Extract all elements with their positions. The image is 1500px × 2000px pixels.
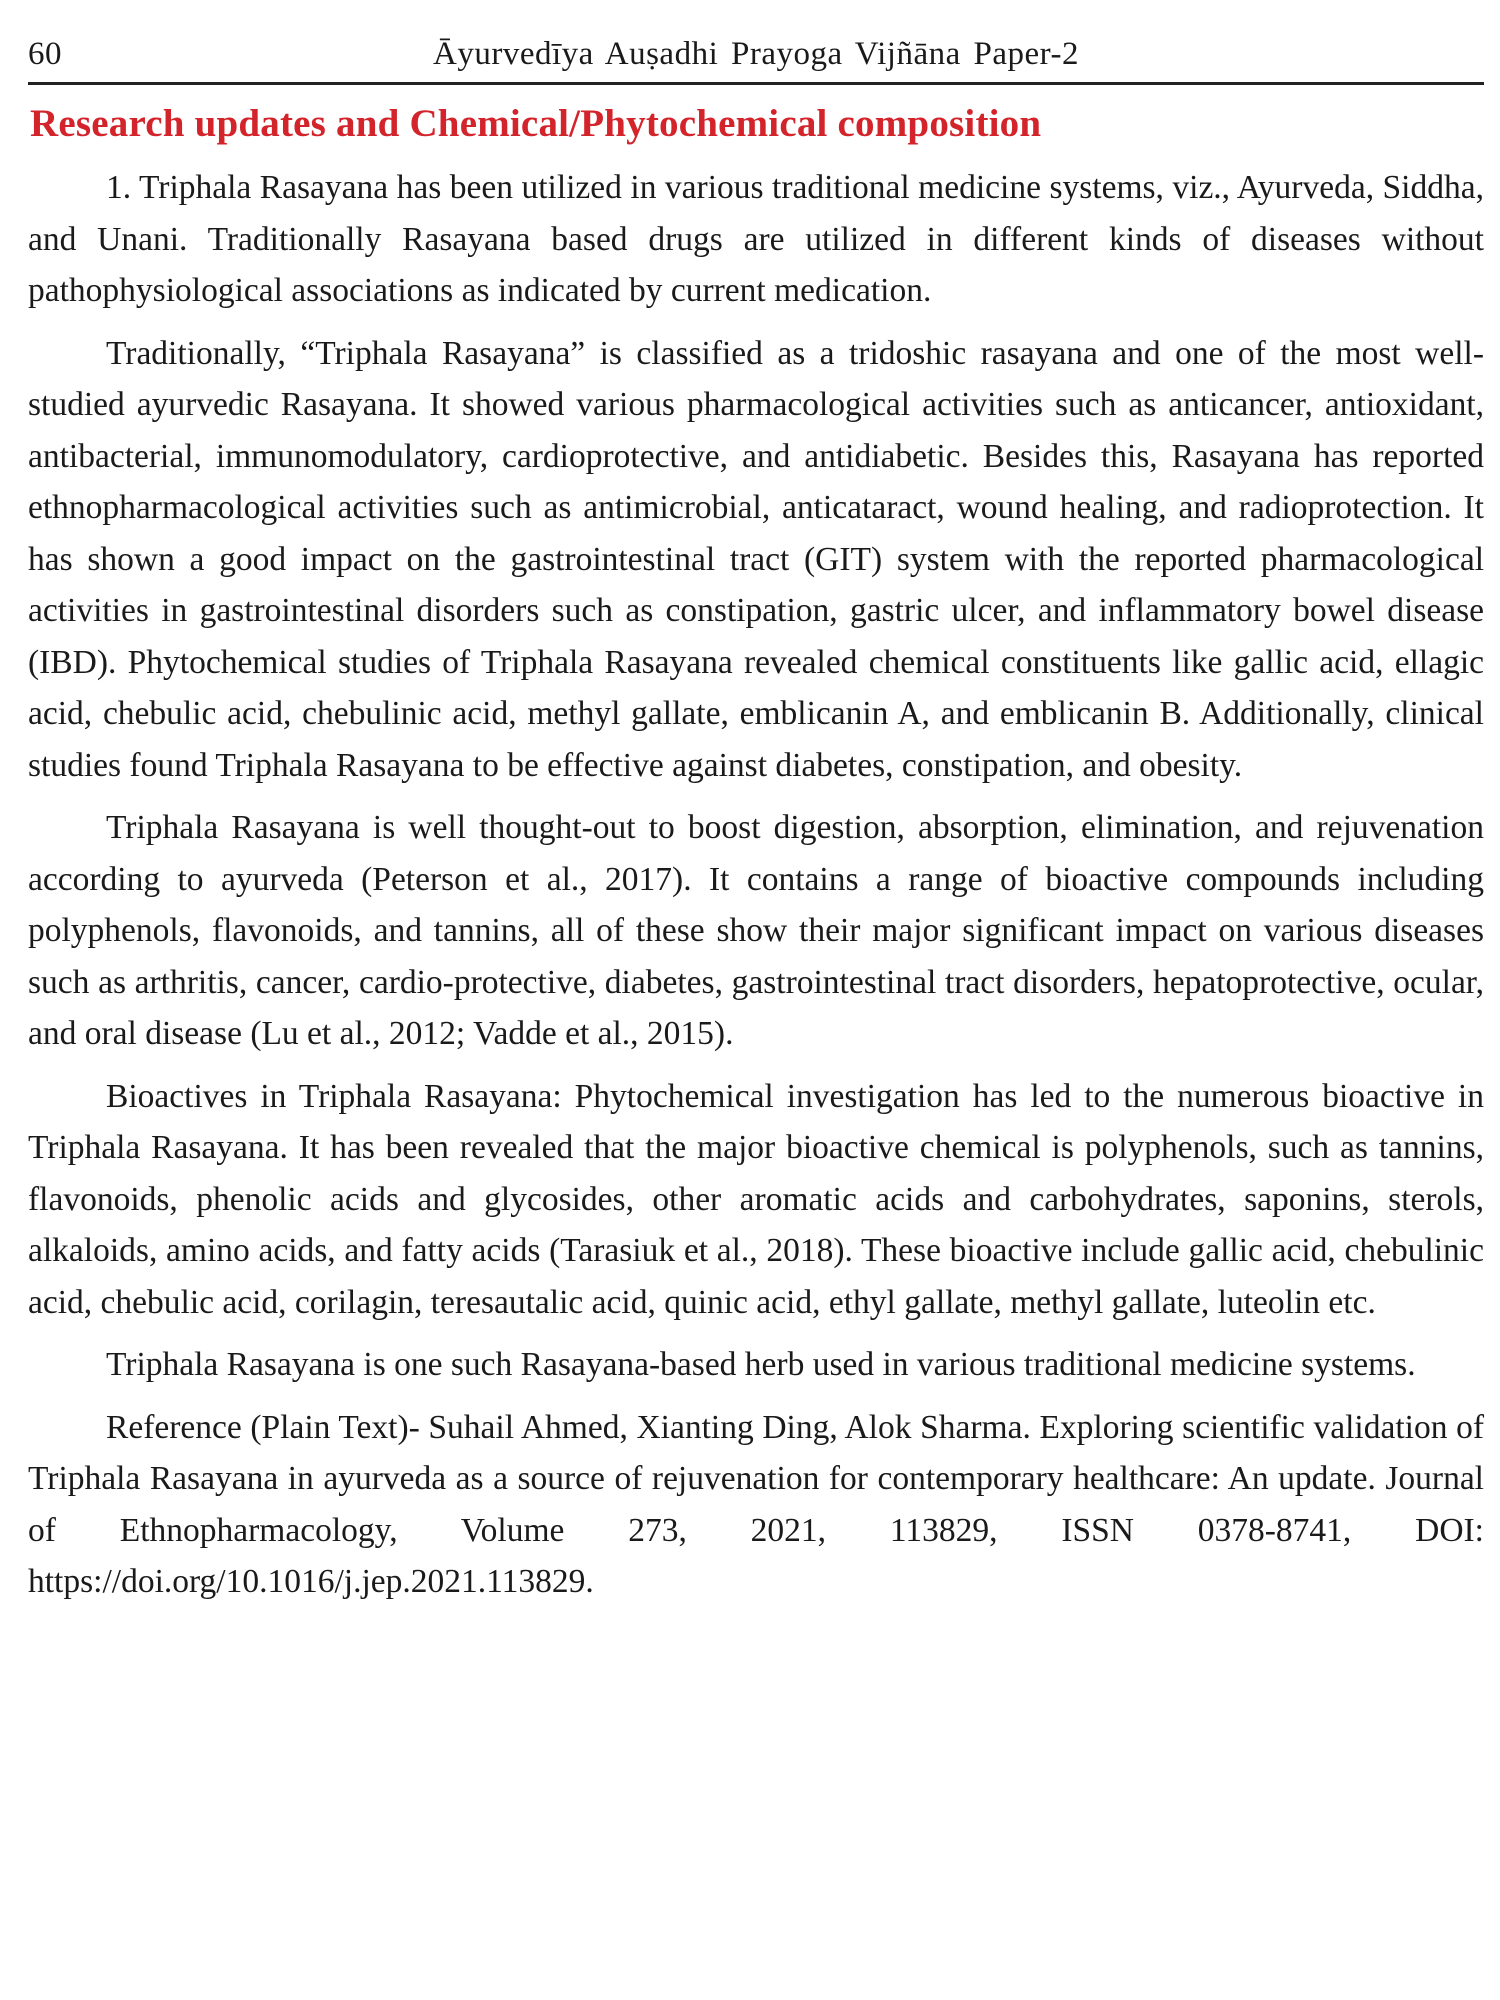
paragraph-3-bioactive-compounds: Triphala Rasayana is well thought-out to boost digestion, absorption, elimination, and rejuvenation according to ayurveda (Peterson et al., 2017). It contains a range of bioactive compounds including polyphenols, flavonoids, and tannins, all of these show their major significant impact on various diseases such as arthritis, cancer, cardio-protective, diabetes, gastrointestinal tract disorders, hepatoprotective, ocular, and oral disease (Lu et al., 2012; Vadde et al., 2015). — [28, 809, 1484, 1052]
paragraph-1-traditional-use: 1. Triphala Rasayana has been utilized in various traditional medicine systems, viz., Ayurveda, Siddha, and Unani. Traditionally Rasayana based drugs are utilized in different kinds of diseases without pathophysiological associations as indicated by current medication. — [28, 169, 1484, 309]
page-number: 60 — [28, 36, 62, 72]
running-header — [28, 30, 1484, 85]
book-page — [28, 30, 1484, 1619]
paragraph-4-phytochemicals: Bioactives in Triphala Rasayana: Phytochemical investigation has led to the numerous bioactive in Triphala Rasayana. It has been revealed that the major bioactive chemical is polyphenols, such as tannins, flavonoids, phenolic acids and glycosides, other aromatic acids and carbohydrates, saponins, sterols, alkaloids, amino acids, and fatty acids (Tarasiuk et al., 2018). These bioactive include gallic acid, chebulinic acid, chebulic acid, corilagin, teresautalic acid, quinic acid, ethyl gallate, methyl gallate, luteolin etc. — [28, 1077, 1484, 1321]
paragraph-2-pharmacology: Traditionally, “Triphala Rasayana” is classified as a tridoshic rasayana and one of the most well-studied ayurvedic Rasayana. It showed various pharmacological activities such as anticancer, antioxidant, antibacterial, immunomodulatory, cardioprotective, and antidiabetic. Besides this, Rasayana has reported ethnopharmacological activities such as antimicrobial, anticataract, wound healing, and radioprotection. It has shown a good impact on the gastrointestinal tract (GIT) system with the reported pharmacological activities in gastrointestinal disorders such as constipation, gastric ulcer, and inflammatory bowel disease (IBD). Phytochemical studies of Triphala Rasayana revealed chemical constituents like gallic acid, ellagic acid, chebulic acid, chebulinic acid, methyl gallate, emblicanin A, and emblicanin B. Additionally, clinical studies found Triphala Rasayana to be effective against diabetes, constipation, and obesity. — [28, 334, 1484, 784]
section-heading: Research updates and Chemical/Phytochemical composition — [30, 102, 1042, 145]
book-title: Āyurvedīya Auṣadhi Prayoga Vijñāna Paper-2 — [433, 36, 1079, 72]
paragraph-6-reference: Reference (Plain Text)- Suhail Ahmed, Xianting Ding, Alok Sharma. Exploring scientific validation of Triphala Rasayana in ayurveda as a source of rejuvenation for contemporary healthcare: An update. Journal of Ethnopharmacology, Volume 273, 2021, 113829, ISSN 0378-8741, DOI: https://doi.org/10.1016/j.jep.2021.113829. — [28, 1408, 1484, 1600]
paragraph-5-summary: Triphala Rasayana is one such Rasayana-based herb used in various traditional medicine systems. — [106, 1346, 1416, 1383]
